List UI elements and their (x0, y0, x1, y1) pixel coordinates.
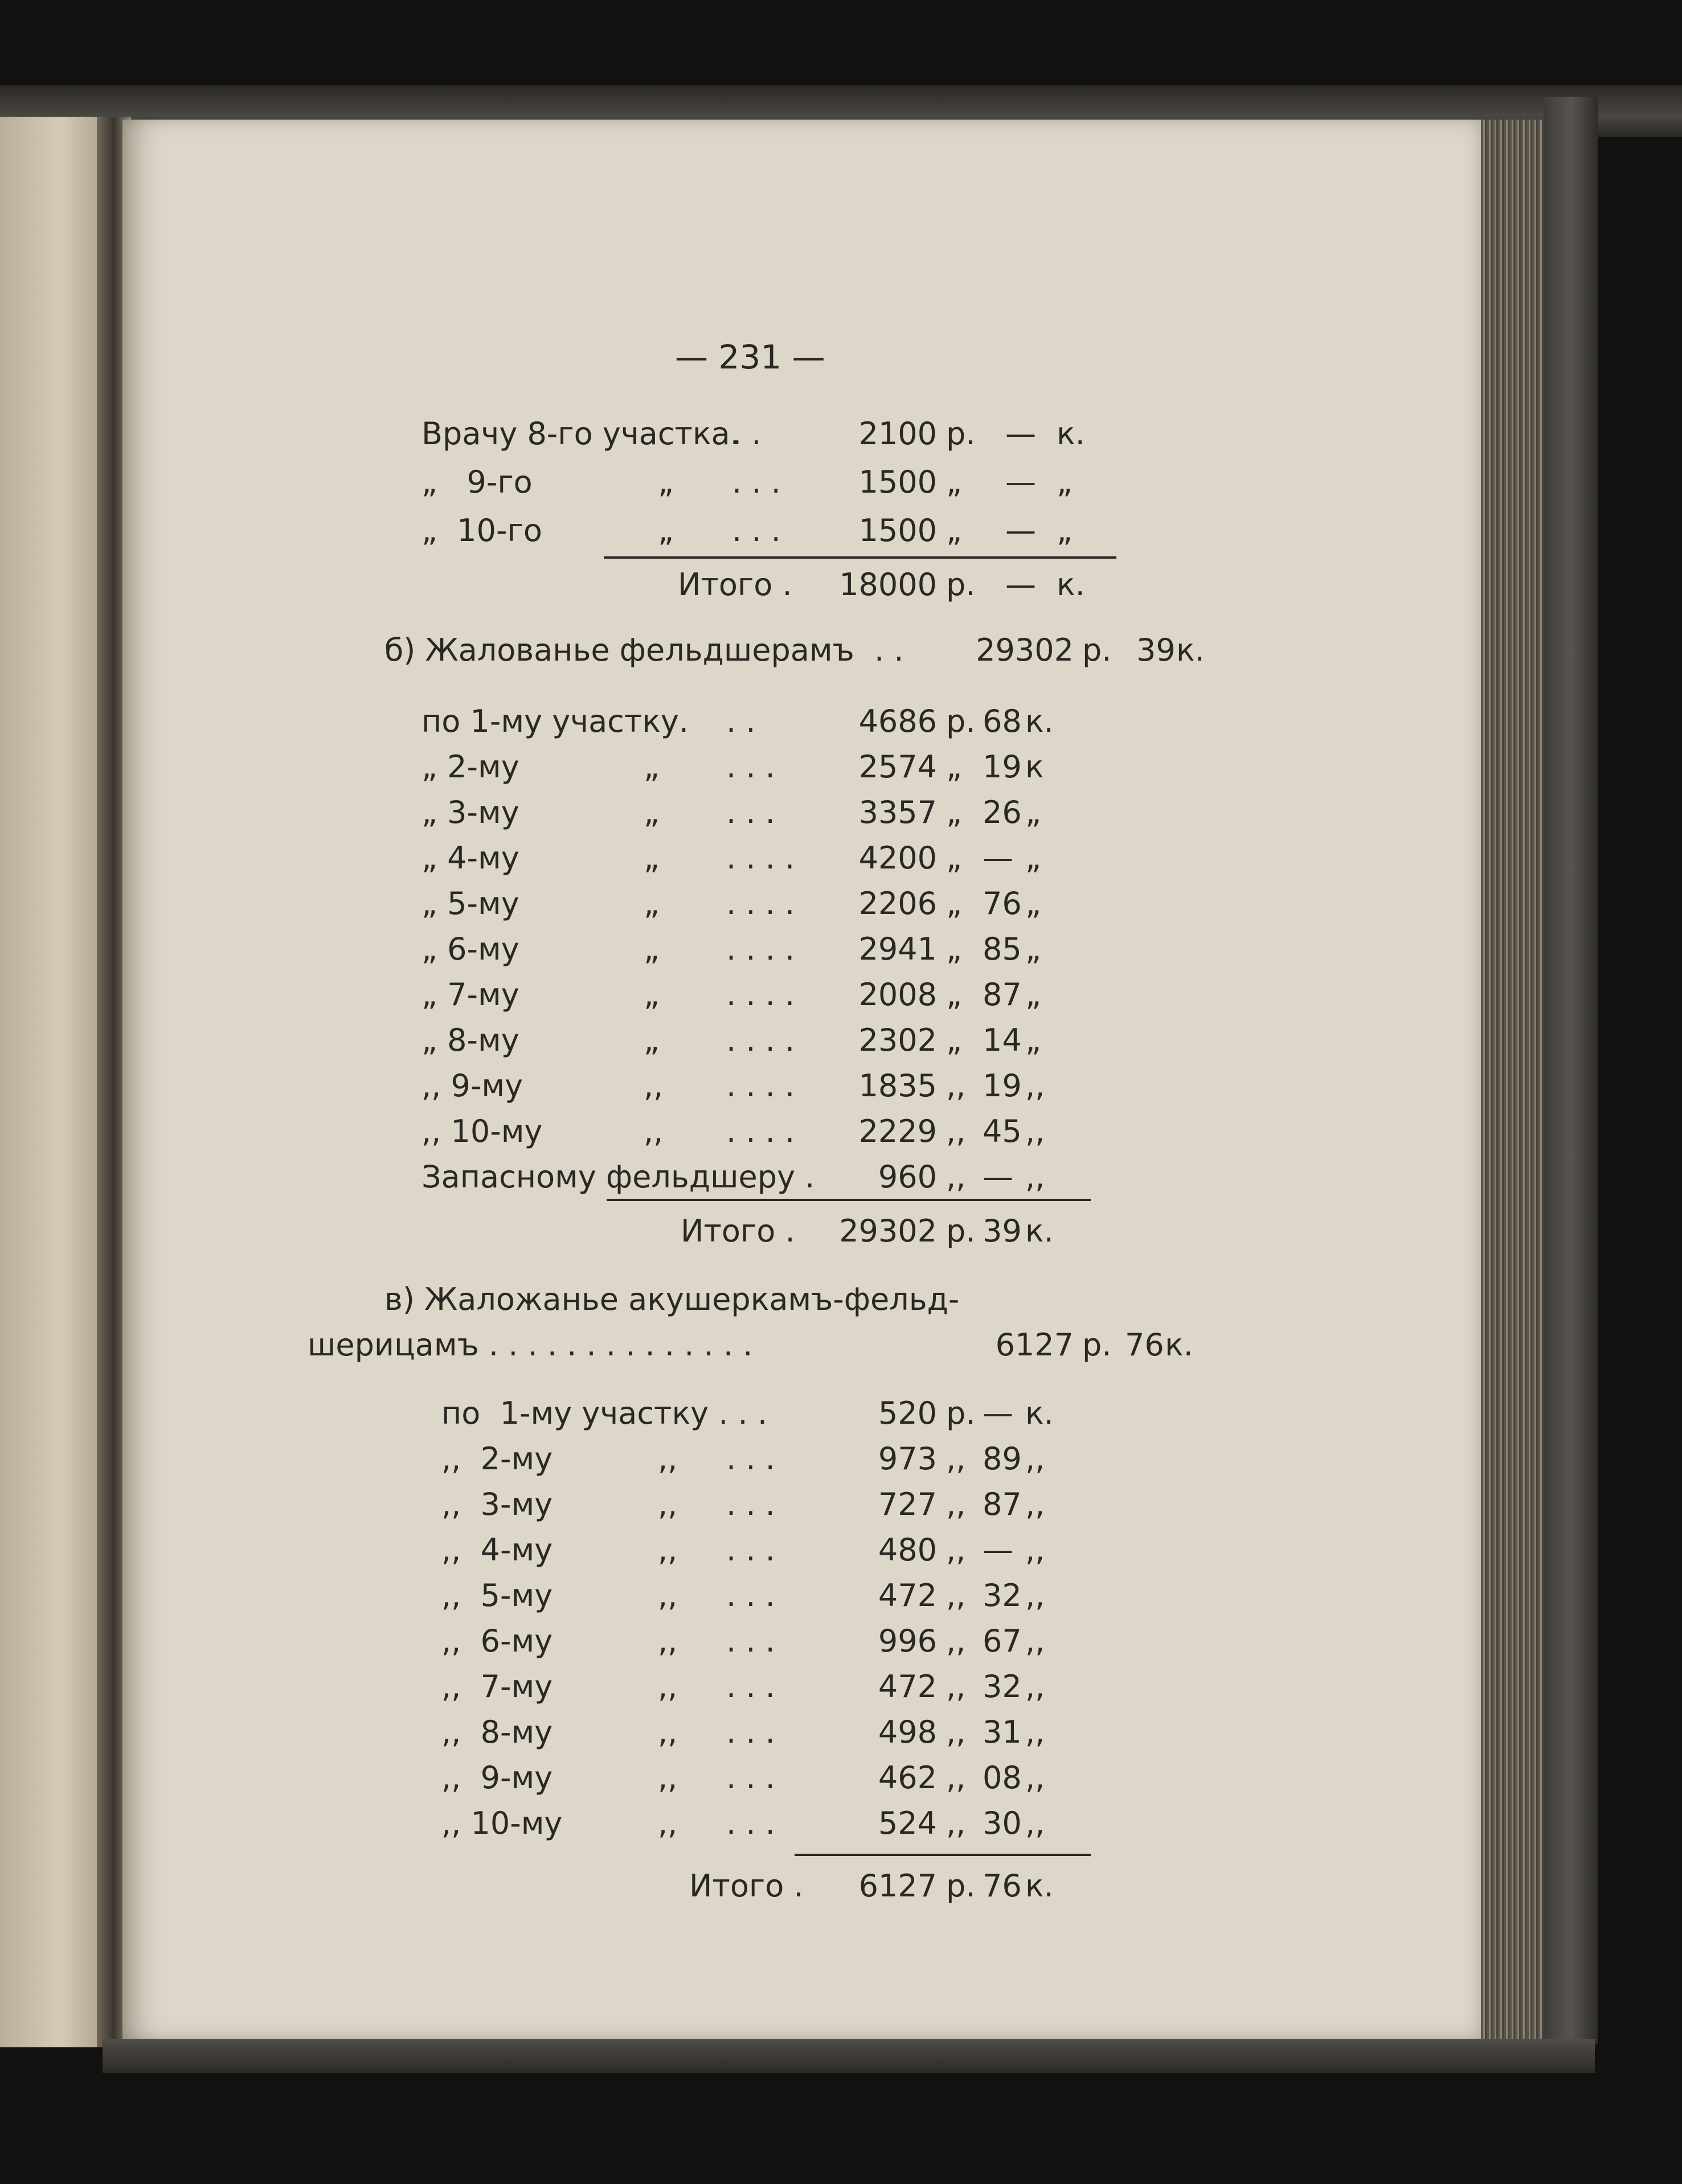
row-unit: р. (946, 1395, 976, 1431)
row-kop: 32 (983, 1669, 1022, 1704)
row-dots: . . . (726, 1805, 775, 1841)
row-kop: 68 (983, 703, 1022, 739)
row-kop: 76 (983, 886, 1022, 921)
row-rub: 498 (878, 1714, 937, 1750)
row-label: ,, 5-му (441, 1577, 553, 1613)
row-label: по 1-му участку. (421, 703, 689, 739)
row-label: „ 3-му (421, 794, 519, 830)
row-dots: . . . . (726, 1022, 795, 1058)
doctors-total-rule (604, 556, 1116, 559)
row-kop: 31 (983, 1714, 1022, 1750)
row-kop: — (1005, 513, 1036, 548)
book-page (122, 120, 1481, 2039)
row-kop: 19 (983, 1068, 1022, 1104)
row-label: ,, 8-му (441, 1714, 553, 1750)
row-dots: . . (726, 703, 756, 739)
row-unit: ,, (946, 1486, 966, 1522)
row-kop-unit: ,, (1025, 1714, 1045, 1750)
row-kop: 87 (983, 1486, 1022, 1522)
row-kop: 30 (983, 1805, 1022, 1841)
row-unit: „ (946, 977, 962, 1013)
row-label: „ 4-му (421, 840, 519, 876)
row-unit: ,, (946, 1068, 966, 1104)
row-kop-unit: „ (1057, 513, 1073, 548)
row-dots: . . . (726, 1623, 775, 1659)
row-kop-unit: ,, (1025, 1068, 1045, 1104)
row-kop: 32 (983, 1577, 1022, 1613)
row-unit: ,, (946, 1714, 966, 1750)
section-b-total-rule (607, 1199, 1091, 1201)
row-kop-unit: ,, (1025, 1623, 1045, 1659)
row-label: ,, 10-му (441, 1805, 563, 1841)
row-kop: — (1005, 464, 1036, 500)
row-dots: . . . . (726, 886, 795, 921)
row-kop: — (1005, 416, 1036, 452)
book-cover-right (1544, 97, 1598, 2044)
row-dots: . . . (726, 1441, 775, 1477)
row-kop: 26 (983, 794, 1022, 830)
row-unit: „ (946, 464, 962, 500)
row-kop-unit: к (1025, 749, 1044, 785)
row-label: ,, 10-му (421, 1113, 543, 1149)
row-label: по 1-му участку . . . (441, 1395, 768, 1431)
section-v-total-kop: 76 (983, 1868, 1022, 1904)
row-rub: 4686 (858, 703, 937, 739)
row-dots: . . . (726, 749, 775, 785)
row-label: ,, 6-му (441, 1623, 553, 1659)
row-ditto: „ (644, 886, 660, 921)
row-ditto: „ (658, 513, 674, 548)
row-rub: 472 (878, 1577, 937, 1613)
section-b-total-rub: 29302 (839, 1213, 937, 1249)
row-kop-unit: „ (1025, 931, 1041, 967)
section-v-total-kop-unit: к. (1025, 1868, 1054, 1904)
row-label: Врачу 8-го участка. (421, 416, 740, 452)
row-rub: 4200 (858, 840, 937, 876)
row-kop-unit: ,, (1025, 1805, 1045, 1841)
row-ditto: „ (658, 464, 674, 500)
row-kop-unit: „ (1025, 794, 1041, 830)
row-dots: . . . (726, 1669, 775, 1704)
row-rub: 524 (878, 1805, 937, 1841)
row-rub: 2302 (858, 1022, 937, 1058)
section-b-total-kop-unit: к. (1025, 1213, 1054, 1249)
row-rub: 2941 (858, 931, 937, 967)
row-kop: 45 (983, 1113, 1022, 1149)
row-ditto: ,, (658, 1441, 678, 1477)
row-kop-unit: к. (1025, 703, 1054, 739)
row-dots: . . . . (726, 1068, 795, 1104)
section-v-kop-unit: к. (1165, 1327, 1193, 1363)
row-unit: р. (946, 416, 976, 452)
row-ditto: „ (644, 931, 660, 967)
section-b-kop: 39 (1136, 632, 1176, 668)
row-label: „ 6-му (421, 931, 519, 967)
section-v-heading-line1: в) Жаложанье акушеркамъ-фельд- (384, 1281, 960, 1317)
row-kop: 89 (983, 1441, 1022, 1477)
row-unit: ,, (946, 1441, 966, 1477)
row-dots: . . . . (726, 840, 795, 876)
row-rub: 1500 (858, 464, 937, 500)
row-rub: 472 (878, 1669, 937, 1704)
row-label: „ 8-му (421, 1022, 519, 1058)
row-ditto: ,, (658, 1577, 678, 1613)
row-ditto: „ (644, 794, 660, 830)
row-kop-unit: ,, (1025, 1486, 1045, 1522)
row-kop-unit: „ (1025, 886, 1041, 921)
section-b-total-kop: 39 (983, 1213, 1022, 1249)
row-rub: 2008 (858, 977, 937, 1013)
row-kop-unit: ,, (1025, 1760, 1045, 1796)
row-kop-unit: ,, (1025, 1532, 1045, 1568)
row-unit: ,, (946, 1159, 966, 1195)
row-rub: 2229 (858, 1113, 937, 1149)
section-b-kop-unit: к. (1176, 632, 1205, 668)
row-ditto: ,, (658, 1760, 678, 1796)
row-label: ,, 7-му (441, 1669, 553, 1704)
row-kop-unit: ,, (1025, 1113, 1045, 1149)
row-rub: 480 (878, 1532, 937, 1568)
row-kop: — (983, 1159, 1013, 1195)
row-ditto: ,, (658, 1532, 678, 1568)
row-ditto: ,, (658, 1486, 678, 1522)
row-rub: 1500 (858, 513, 937, 548)
row-kop: 87 (983, 977, 1022, 1013)
row-kop: — (983, 1532, 1013, 1568)
section-v-rub: 6127 (995, 1327, 1074, 1363)
row-ditto: „ (644, 840, 660, 876)
row-dots: . . . . (726, 931, 795, 967)
row-unit: р. (946, 703, 976, 739)
row-ditto: „ (644, 749, 660, 785)
row-kop-unit: ,, (1025, 1159, 1045, 1195)
row-ditto: ,, (658, 1669, 678, 1704)
row-label: ,, 9-му (441, 1760, 553, 1796)
row-ditto: „ (644, 1022, 660, 1058)
row-unit: „ (946, 1022, 962, 1058)
row-unit: ,, (946, 1669, 966, 1704)
row-ditto: ,, (644, 1068, 664, 1104)
row-kop-unit: „ (1057, 464, 1073, 500)
row-kop: — (983, 1395, 1013, 1431)
row-unit: „ (946, 886, 962, 921)
row-rub: 960 (878, 1159, 937, 1195)
section-v-total-label: Итого . (689, 1868, 804, 1904)
page-number: — 231 — (675, 338, 825, 376)
doctors-total-unit: р. (946, 567, 976, 603)
row-dots: . . . . (726, 1113, 795, 1149)
row-label: „ 10-го (421, 513, 542, 548)
section-v-heading-line2: шерицамъ . . . . . . . . . . . . . . (308, 1327, 753, 1363)
section-b-heading: б) Жалованье фельдшерамъ (384, 632, 854, 668)
row-rub: 520 (878, 1395, 937, 1431)
row-kop-unit: к. (1057, 416, 1085, 452)
doctors-total-kop-unit: к. (1057, 567, 1085, 603)
row-ditto: ,, (644, 1113, 664, 1149)
book-cover-bottom (103, 2039, 1595, 2073)
row-label: „ 7-му (421, 977, 519, 1013)
row-dots: . . . (726, 1760, 775, 1796)
row-kop: — (983, 840, 1013, 876)
section-v-total-rub: 6127 (858, 1868, 937, 1904)
row-label: „ 9-го (421, 464, 533, 500)
section-v-unit: р. (1082, 1327, 1112, 1363)
row-ditto: ,, (658, 1805, 678, 1841)
page-stack-edge (1481, 120, 1544, 2039)
doctors-total-label: Итого . (678, 567, 792, 603)
row-rub: 2206 (858, 886, 937, 921)
row-rub: 462 (878, 1760, 937, 1796)
row-unit: „ (946, 513, 962, 548)
row-label: „ 5-му (421, 886, 519, 921)
row-rub: 2100 (858, 416, 937, 452)
section-v-kop: 76 (1125, 1327, 1164, 1363)
row-kop: 85 (983, 931, 1022, 967)
row-unit: ,, (946, 1623, 966, 1659)
row-rub: 973 (878, 1441, 937, 1477)
section-b-rub: 29302 (976, 632, 1074, 668)
row-dots: . . . (726, 1532, 775, 1568)
section-b-unit: р. (1082, 632, 1112, 668)
row-unit: „ (946, 794, 962, 830)
row-dots: . . . (726, 1577, 775, 1613)
row-rub: 1835 (858, 1068, 937, 1104)
row-label: ,, 3-му (441, 1486, 553, 1522)
row-kop-unit: „ (1025, 840, 1041, 876)
row-kop-unit: „ (1025, 1022, 1041, 1058)
row-ditto: ,, (658, 1714, 678, 1750)
section-b-heading-dots: . . (874, 632, 904, 668)
row-kop-unit: ,, (1025, 1669, 1045, 1704)
row-unit: „ (946, 840, 962, 876)
row-kop: 67 (983, 1623, 1022, 1659)
row-unit: ,, (946, 1577, 966, 1613)
row-kop: 14 (983, 1022, 1022, 1058)
row-dots: . . . (726, 1486, 775, 1522)
row-label: ,, 4-му (441, 1532, 553, 1568)
row-dots: . . . . (726, 977, 795, 1013)
row-rub: 2574 (858, 749, 937, 785)
row-ditto: „ (644, 977, 660, 1013)
row-dots: . . . (732, 513, 781, 548)
row-unit: ,, (946, 1760, 966, 1796)
row-dots: . . . (726, 794, 775, 830)
row-rub: 727 (878, 1486, 937, 1522)
row-unit: ,, (946, 1805, 966, 1841)
section-b-total-label: Итого . (681, 1213, 795, 1249)
row-kop: 19 (983, 749, 1022, 785)
row-label: Запасному фельдшеру . (421, 1159, 815, 1195)
row-label: „ 2-му (421, 749, 519, 785)
left-page-edge (0, 117, 111, 2047)
row-dots: . . . (726, 1714, 775, 1750)
row-dots: . . (732, 416, 762, 452)
row-kop-unit: „ (1025, 977, 1041, 1013)
section-v-total-rule (795, 1854, 1091, 1856)
doctors-total-rub: 18000 (839, 567, 937, 603)
row-kop-unit: к. (1025, 1395, 1054, 1431)
row-ditto: ,, (658, 1623, 678, 1659)
row-kop-unit: ,, (1025, 1577, 1045, 1613)
row-unit: ,, (946, 1113, 966, 1149)
row-label: ,, 2-му (441, 1441, 553, 1477)
row-dots: . . . (732, 464, 781, 500)
row-rub: 996 (878, 1623, 937, 1659)
row-unit: „ (946, 749, 962, 785)
section-b-total-unit: р. (946, 1213, 976, 1249)
row-label: ,, 9-му (421, 1068, 523, 1104)
section-v-total-unit: р. (946, 1868, 976, 1904)
doctors-total-kop: — (1005, 567, 1036, 603)
row-kop: 08 (983, 1760, 1022, 1796)
row-kop-unit: ,, (1025, 1441, 1045, 1477)
row-unit: „ (946, 931, 962, 967)
row-rub: 3357 (858, 794, 937, 830)
row-unit: ,, (946, 1532, 966, 1568)
